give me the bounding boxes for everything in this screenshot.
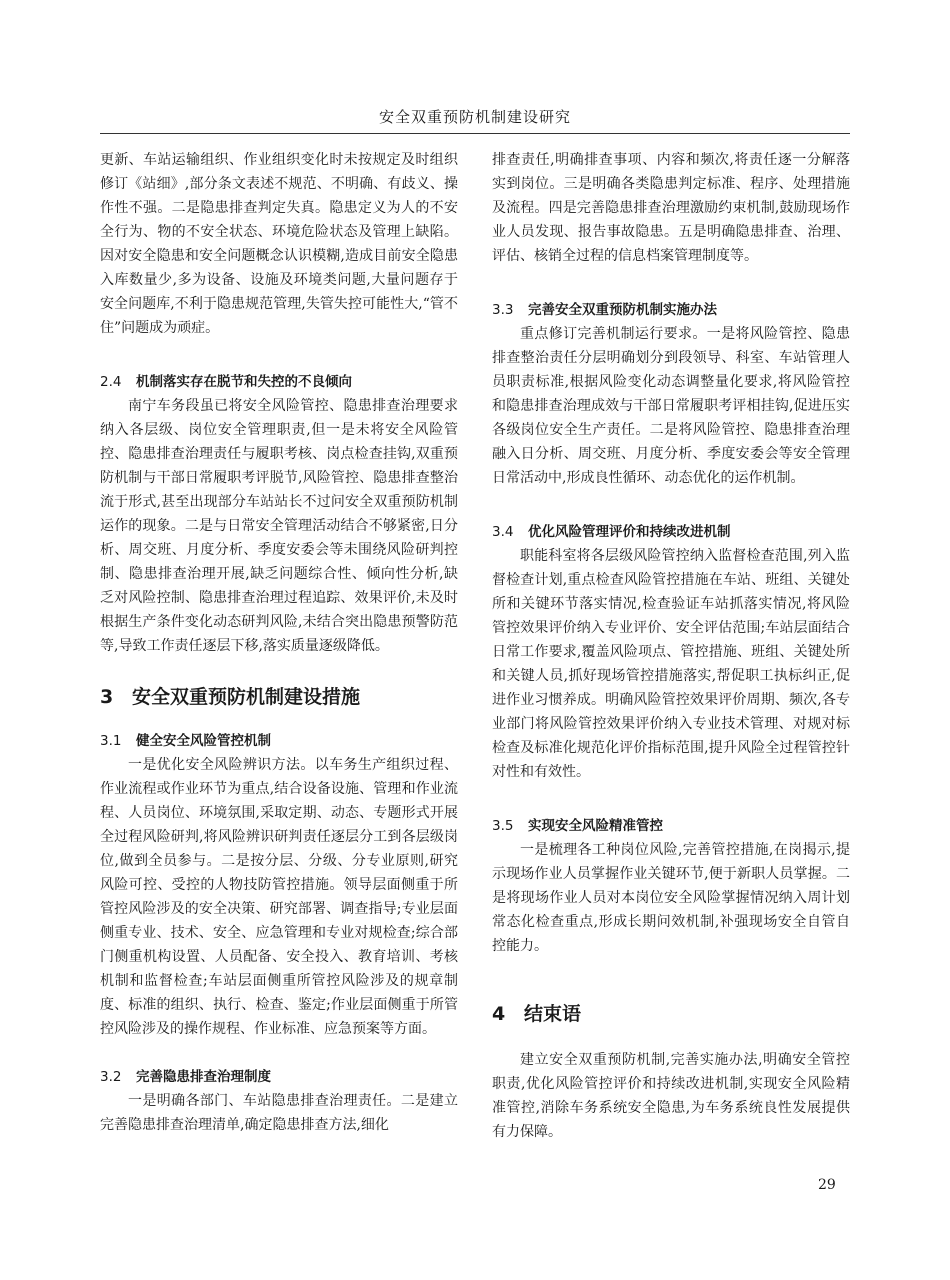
header-rule [100,133,850,134]
paragraph-continued: 更新、车站运输组织、作业组织变化时未按规定及时组织修订《站细》,部分条文表述不规范、不明确、有歧义、操作性不强。二是隐患排查判定失真。隐患定义为人的不安全行为、物的不安全状态、环境危险状态及管理上缺陷。因对安全隐患和安全问题概念认识模糊,造成目前安全隐患入库数量少,多为设备、设施及环境类问题,大量问题存于安全问题库,不利于隐患规范管理,失管失控可能性大,“管不住”问题成为顽症。 [100,152,458,336]
left-column [100,148,458,1137]
section-3-heading [100,683,458,711]
section-number: 4 [492,1003,506,1025]
section-title: 安全双重预防机制建设措施 [132,686,361,708]
section-4-body: 建立安全双重预防机制,完善实施办法,明确安全管控职责,优化风险管控评价和持续改进机制,实现安全风险精准管控,消除车务系统安全隐患,为车务系统良性发展提供有力保障。 [492,1052,850,1140]
section-3-2-body: 一是明确各部门、车站隐患排查治理责任。二是建立完善隐患排查治理清单,确定隐患排查方法,细化 [100,1093,458,1133]
section-number: 3.2 [100,1069,122,1085]
section-2-4-heading [100,370,458,394]
section-title: 机制落实存在脱节和失控的不良倾向 [136,374,352,390]
section-title: 完善安全双重预防机制实施办法 [528,302,717,318]
section-title: 结束语 [524,1003,582,1025]
section-4-heading [492,1000,850,1028]
section-number: 3 [100,686,114,708]
section-title: 完善隐患排查治理制度 [136,1069,271,1085]
section-number: 3.3 [492,302,514,318]
section-title: 优化风险管理评价和持续改进机制 [528,524,731,540]
section-number: 3.5 [492,818,514,834]
section-number: 2.4 [100,374,122,390]
section-2-4-body: 南宁车务段虽已将安全风险管控、隐患排查治理要求纳入各层级、岗位安全管理职责,但一是未将安全风险管控、隐患排查治理责任与履职考核、岗点检查挂钩,双重预防机制与干部日常履职考评脱节,风险管控、隐患排查整治流于形式,甚至出现部分车站站长不过问安全双重预防机制运作的现象。二是与日常安全管理活动结合不够紧密,日分析、周交班、月度分析、季度安委会等未围绕风险研判控制、隐患排查治理开展,缺乏问题综合性、倾向性分析,缺乏对风险控制、隐患排查治理过程追踪、效果评价,未及时根据生产条件变化动态研判风险,未结合突出隐患预警防范等,导致工作责任逐层下移,落实质量逐级降低。 [100,398,458,654]
section-title: 实现安全风险精准管控 [528,818,663,834]
section-title: 健全安全风险管控机制 [136,733,271,749]
section-3-1-body: 一是优化安全风险辨识方法。以车务生产组织过程、作业流程或作业环节为重点,结合设备设施、管理和作业流程、人员岗位、环境氛围,采取定期、动态、专题形式开展全过程风险研判,将风险辨识研判责任逐层分工到各层级岗位,做到全员参与。二是按分层、分级、分专业原则,研究风险可控、受控的人物技防管控措施。领导层面侧重于所管控风险涉及的安全决策、研究部署、调查指导;专业层面侧重专业、技术、安全、应急管理和专业对规检查;综合部门侧重机构设置、人员配备、安全投入、教育培训、考核机制和监督检查;车站层面侧重所管控风险涉及的规章制度、标准的组织、执行、检查、鉴定;作业层面侧重于所管控风险涉及的操作规程、作业标准、应急预案等方面。 [100,757,458,1037]
page-number: 29 [818,1177,836,1193]
right-column [492,148,850,1144]
section-3-1-heading [100,729,458,753]
paragraph-continued: 排查责任,明确排查事项、内容和频次,将责任逐一分解落实到岗位。三是明确各类隐患判定标准、程序、处理措施及流程。四是完善隐患排查治理激励约束机制,鼓励现场作业人员发现、报告事故隐患。五是明确隐患排查、治理、评估、核销全过程的信息档案管理制度等。 [492,152,850,264]
section-number: 3.4 [492,524,514,540]
section-3-4-heading [492,520,850,544]
running-header: 安全双重预防机制建设研究 [378,108,571,126]
section-3-3-heading [492,298,850,322]
section-3-5-body: 一是梳理各工种岗位风险,完善管控措施,在岗揭示,提示现场作业人员掌握作业关键环节,便于新职人员掌握。二是将现场作业人员对本岗位安全风险掌握情况纳入周计划常态化检查重点,形成长期问效机制,补强现场安全自管自控能力。 [492,842,850,954]
section-3-2-heading [100,1065,458,1089]
section-3-5-heading [492,814,850,838]
section-3-4-body: 职能科室将各层级风险管控纳入监督检查范围,列入监督检查计划,重点检查风险管控措施在车站、班组、关键处所和关键环节落实情况,检查验证车站抓落实情况,将风险管控效果评价纳入专业评价、安全评估范围;车站层面结合日常工作要求,覆盖风险项点、管控措施、班组、关键处所和关键人员,抓好现场管控措施落实,帮促职工执标纠正,促进作业习惯养成。明确风险管控效果评价周期、频次,各专业部门将风险管控效果评价纳入专业技术管理、对规对标检查及标准化规范化评价指标范围,提升风险全过程管控针对性和有效性。 [492,548,850,780]
section-3-3-body: 重点修订完善机制运行要求。一是将风险管控、隐患排查整治责任分层明确划分到段领导、科室、车站管理人员职责标准,根据风险变化动态调整量化要求,将风险管控和隐患排查治理成效与干部日常履职考评相挂钩,促进压实各级岗位安全生产责任。二是将风险管控、隐患排查治理融入日分析、周交班、月度分析、季度安委会等安全管理日常活动中,形成良性循环、动态优化的运作机制。 [492,326,850,486]
section-number: 3.1 [100,733,122,749]
